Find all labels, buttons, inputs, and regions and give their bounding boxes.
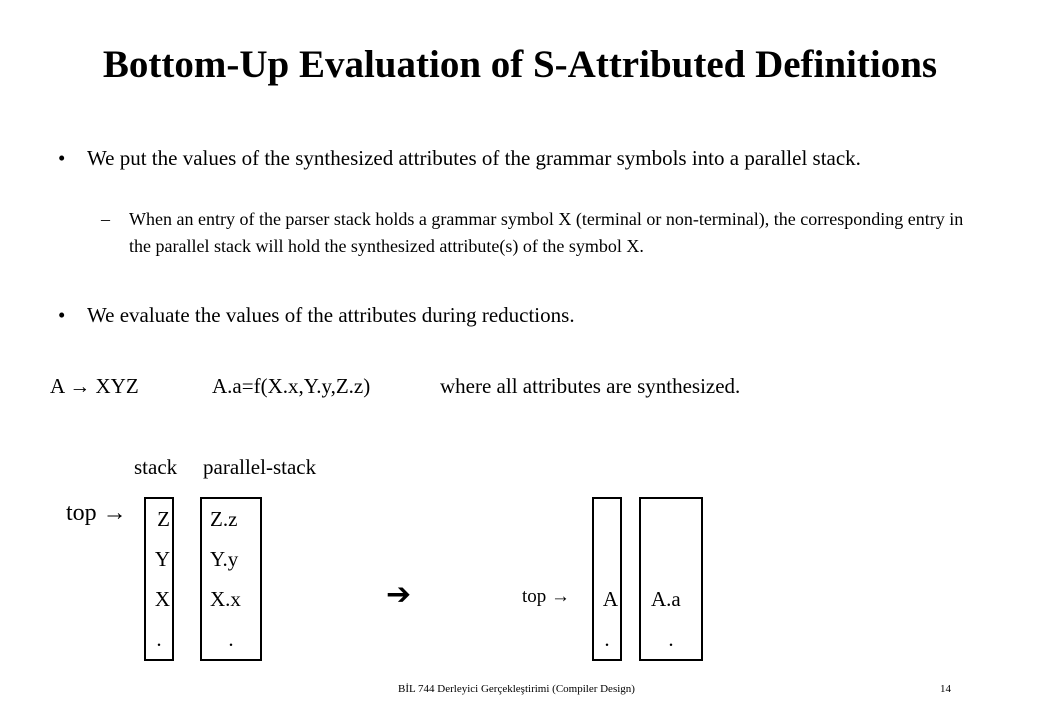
parser-stack-before (144, 497, 174, 661)
stack-cell: Y (144, 539, 174, 579)
parallel-cell: Z.z (200, 497, 262, 539)
stack-cell: A (592, 579, 622, 619)
sub-bullet-text: When an entry of the parser stack holds a grammar symbol X (terminal or non-terminal), the corresponding entry in the parallel stack will hold the synthesized attribute(s) of the symbol X. (129, 209, 964, 256)
parallel-cell (639, 539, 703, 579)
stack-label: stack (134, 455, 178, 479)
stack-cell: Z (144, 497, 174, 539)
bullet-marker: • (58, 146, 66, 170)
parallel-cell (639, 497, 703, 539)
parser-stack-after (592, 497, 622, 661)
stack-cell: . (592, 619, 622, 661)
parallel-cell: . (639, 619, 703, 661)
bullet-text: We put the values of the synthesized attributes of the grammar symbols into a parallel stack. (87, 146, 861, 170)
parallel-stack-label: parallel-stack (203, 455, 317, 479)
parallel-cell: X.x (200, 579, 262, 619)
bullet-text: We evaluate the values of the attributes during reductions. (87, 303, 575, 327)
stack-cell (592, 497, 622, 539)
slide-title: Bottom-Up Evaluation of S-Attributed Definitions (102, 43, 938, 86)
semantic-rule: A.a=f(X.x,Y.y,Z.z) (212, 374, 371, 398)
top-pointer-before: top → (66, 500, 127, 526)
footer-page-number: 14 (940, 683, 951, 695)
bullet-marker: • (58, 303, 66, 327)
parallel-stack-after (639, 497, 703, 661)
parallel-cell: Y.y (200, 539, 262, 579)
production-rule: A → XYZ (50, 374, 139, 398)
stack-cell: . (144, 619, 174, 661)
transition-arrow-icon: ➔ (386, 577, 412, 612)
sub-bullet-marker: – (101, 209, 110, 229)
stack-cell (592, 539, 622, 579)
footer-course: BİL 744 Derleyici Gerçekleştirimi (Compiler Design) (398, 683, 635, 695)
parallel-stack-before (200, 497, 262, 661)
parallel-cell: A.a (639, 579, 703, 619)
parallel-cell: . (200, 619, 262, 661)
semantic-note: where all attributes are synthesized. (440, 374, 741, 398)
top-pointer-after: top → (522, 586, 571, 607)
stack-cell: X (144, 579, 174, 619)
